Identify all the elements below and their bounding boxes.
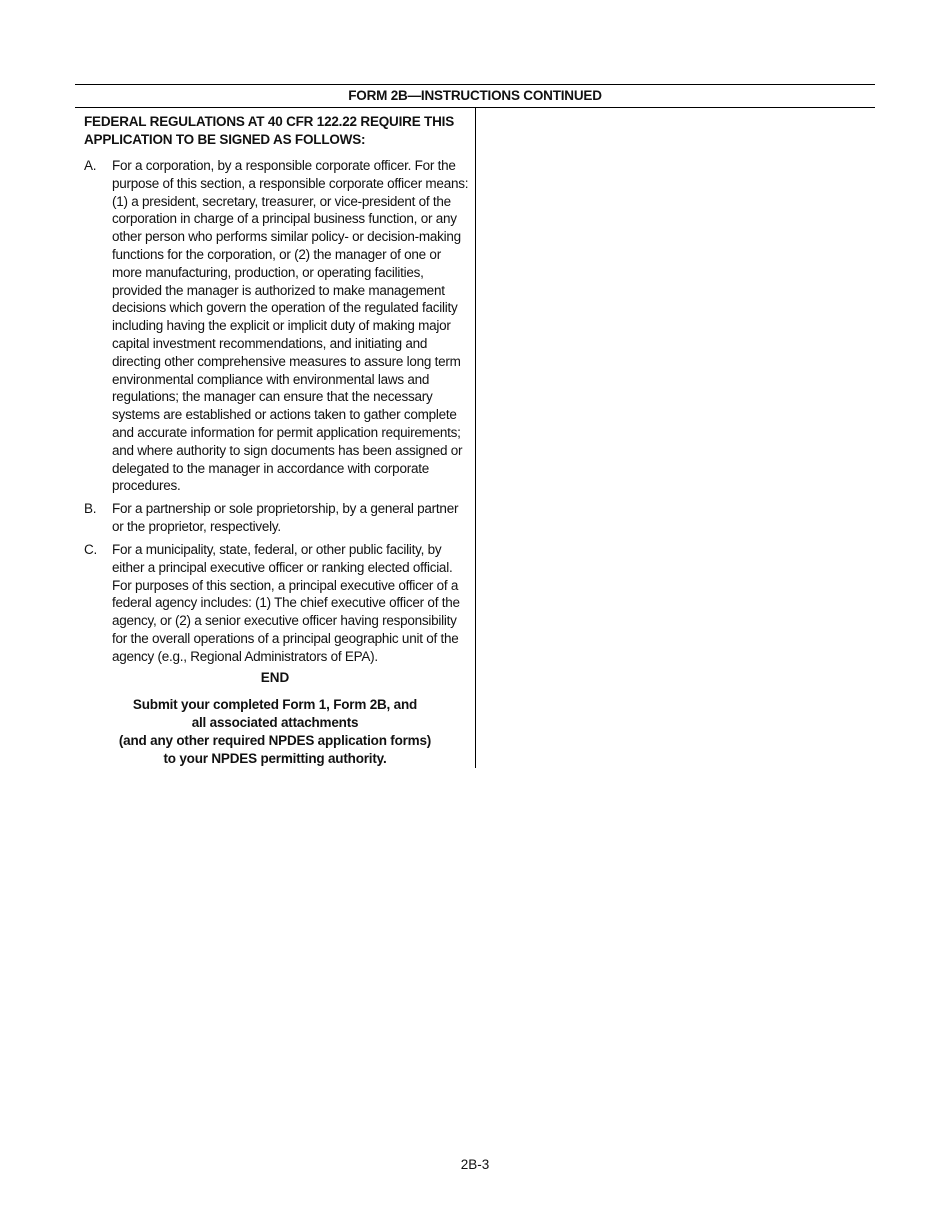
list-item-public-facility — [84, 541, 469, 666]
list-item-text: For a municipality, state, federal, or other public facility, by either a principal executive officer or ranking elected official. For purposes of this section, a principal executive officer of a federal agency includes: (1) The chief executive officer of the agency, or (2) a senior executive officer having responsibility for the overall operations of a principal geographic unit of the agency (e.g., Regional Administrators of EPA). — [112, 542, 460, 664]
list-item-text: For a partnership or sole proprietorship, by a general partner or the proprietor, respectively. — [112, 501, 459, 534]
signature-requirements-heading — [84, 113, 469, 149]
heading-line-1: FEDERAL REGULATIONS AT 40 CFR 122.22 REQUIRE THIS — [84, 114, 455, 129]
submit-line: (and any other required NPDES application forms) — [118, 733, 432, 748]
list-item-corporation — [84, 157, 469, 495]
instructions-column — [75, 107, 476, 768]
submit-instructions — [75, 696, 475, 768]
page-number: 2B-3 — [460, 1157, 490, 1172]
heading-line-2: APPLICATION TO BE SIGNED AS FOLLOWS: — [84, 132, 366, 147]
list-item-text: For a corporation, by a responsible corporate officer. For the purpose of this section, a responsible corporate officer means: (1) a president, secretary, treasurer, or vice-president of the corporation in charge of a principal business function, or any other person who performs similar policy- or decision-making functions for the corporation, or (2) the manager of one or more manufacturing, production, or operating facilities, provided the manager is authorized to make management decisions which govern the operation of the regulated facility including having the explicit or implicit duty of making major capital investment recommendations, and initiating and directing other comprehensive measures to assure long term environmental compliance with environmental laws and regulations; the manager can ensure that the necessary systems are established or actions taken to gather complete and accurate information for permit application requirements; and where authority to sign documents has been assigned or delegated to the manager in accordance with corporate procedures. — [112, 158, 469, 494]
end-label: END — [260, 670, 290, 685]
submit-line: Submit your completed Form 1, Form 2B, and — [132, 697, 418, 712]
list-item-partnership — [84, 500, 469, 536]
form-header-title: FORM 2B—INSTRUCTIONS CONTINUED — [75, 84, 875, 108]
submit-line: all associated attachments — [191, 715, 359, 730]
submit-line: to your NPDES permitting authority. — [163, 751, 387, 766]
list-item-letter: B. — [84, 501, 97, 516]
list-item-letter: A. — [84, 158, 97, 173]
list-item-letter: C. — [84, 542, 97, 557]
